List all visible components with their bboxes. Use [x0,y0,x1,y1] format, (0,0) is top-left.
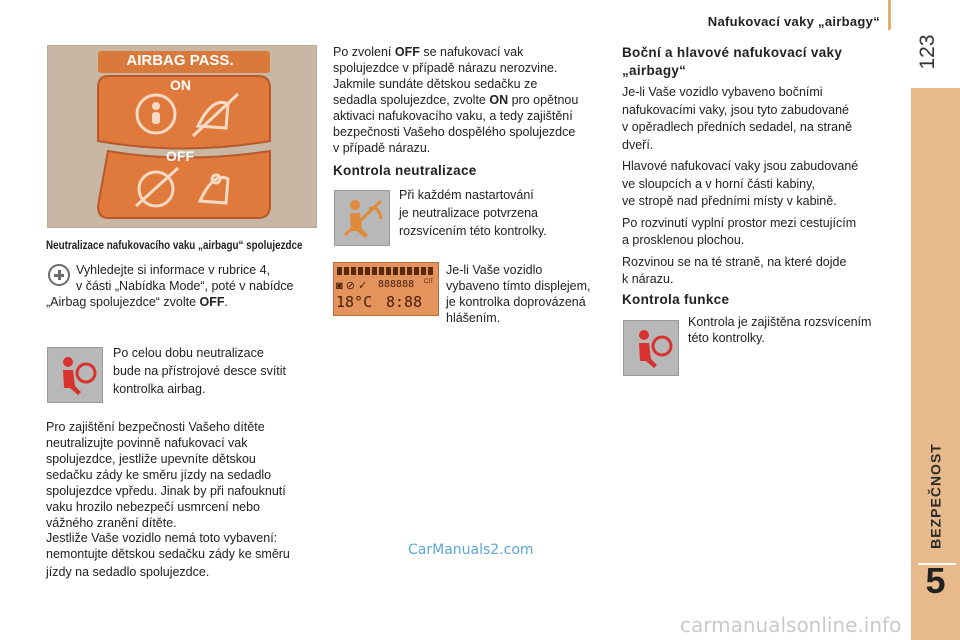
display-text [446,262,611,326]
paragraph-line: vybaveno tímto displejem, [446,279,591,293]
info-line3-suffix: . [224,295,229,309]
warning-line: bude na přístrojové desce svítit [113,364,287,378]
paragraph-line: spolujezdce v případě nárazu nerozvine. [333,61,558,75]
paragraph-line: ve stropě nad předními místy v kabině. [622,194,837,208]
paragraph-line: vážného zranění dítěte. [46,516,177,530]
heading-line: Boční a hlavové nafukovací vaky [622,45,843,60]
paragraph-line: Pro zajištění bezpečnosti Vašeho dítěte [46,420,265,434]
text-span: se nafukovací vak [419,45,524,59]
header-divider [888,0,891,30]
neutralization-heading: Kontrola neutralizace [333,163,477,178]
paragraph-line: jízdy na sedadlo spolujezdce. [46,565,210,579]
paragraph-line: Jestliže Vaše vozidlo nemá toto vybavení: [46,531,278,545]
paragraph-line: spolujezdce vpředu. Jinak by při nafouknutí [46,484,286,498]
info-line: v části „Nabídka Mode“, poté v nabídce [76,279,294,293]
section-label: BEZPEČNOST [927,443,944,549]
paragraph-line: neutralizujte povinně nafukovací vak [46,436,248,450]
page-number: 123 [916,34,939,70]
text-span: pro opětnou [508,93,579,107]
info-plus-icon [48,264,70,286]
off-keyword: OFF [394,45,420,59]
paragraph-line: Je-li Vaše vozidlo [446,263,543,277]
watermark-carmanuals2: CarManuals2.com [408,542,534,558]
off-keyword: OFF [199,295,225,309]
paragraph-line: Při každém nastartování [399,188,534,202]
display-segment-bar [337,267,435,275]
function-check-heading: Kontrola funkce [622,292,730,307]
paragraph-line: aktivaci nafukovacího vaku, a tedy zajištění [333,109,573,123]
paragraph-line: Rozvinou se na té straně, na které dojde [622,254,847,269]
watermark-carmanualsonline: carmanualsonline.info [680,613,902,637]
on-selection-paragraph [333,76,608,156]
display-temperature: 18°C [336,293,373,311]
paragraph-line: k nárazu. [622,272,674,286]
paragraph-line: hlášením. [446,311,501,325]
side-airbags-text [622,84,907,289]
on-keyword: ON [489,93,509,107]
paragraph-line: Hlavové nafukovací vaky jsou zabudované [622,159,859,173]
paragraph-line: je kontrolka doprovázená [446,295,586,309]
paragraph-line: nafukovacími vaky, jsou tyto zabudované [622,102,849,117]
paragraph-line: dveří. [622,137,654,152]
off-selection-paragraph [333,44,608,76]
airbag-pass-label: AIRBAG PASS. [126,52,234,69]
airbag-panel-illustration [48,46,316,227]
function-check-lamp [623,320,679,376]
figure-caption: Neutralizace nafukovacího vaku „airbagu“ spolujezdce [46,238,303,252]
display-clock: 8:88 [386,293,423,311]
off-label: OFF [166,148,194,164]
warning-line: kontrolka airbag. [113,382,206,396]
paragraph-line: Je-li Vaše vozidlo vybaveno bočními [622,85,823,99]
airbag-warning-lamp [47,347,103,403]
info-text [76,262,326,294]
side-airbags-heading [622,44,902,80]
chapter-number: 5 [925,560,946,601]
no-equipment-paragraph [46,530,331,580]
airbag-off-icon [335,191,389,245]
function-check-text [688,314,898,346]
warning-line: Po celou dobu neutralizace [113,346,264,360]
paragraph-line: ve sloupcích a v horní části kabiny, [622,176,815,191]
paragraph-line: této kontrolky. [688,331,765,345]
neutralization-text [399,186,609,240]
on-label: ON [170,77,191,93]
child-seat-paragraph [46,419,331,531]
paragraph-line: je neutralizace potvrzena [399,206,538,220]
paragraph-line: vaku hrozilo nebezpečí usmrcení nebo [46,500,261,514]
airbag-fault-icon [624,321,678,375]
paragraph-line: sedačku zády ke směru jízdy na sedadlo [46,468,272,482]
paragraph-line: rozsvícením této kontrolky. [399,224,547,238]
display-icons: ◙ ⊘ ✓ [336,280,368,292]
paragraph-line [333,44,608,60]
paragraph-line: bezpečnosti Vašeho dospělého spolujezdce [333,125,576,139]
airbag-warning-icon [48,348,102,402]
info-line3-prefix: „Airbag spolujezdce“ zvolte [46,295,200,309]
paragraph-line: Po rozvinutí vyplní prostor mezi cestujícím [622,215,857,230]
neutralization-lamp [334,190,390,246]
paragraph-line: Kontrola je zajištěna rozsvícením [688,315,872,329]
paragraph-line: v případě nárazu. [333,141,431,155]
paragraph-line: spolujezdce, jestliže upevníte dětskou [46,452,256,466]
page-header-title: Nafukovací vaky „airbagy“ [707,14,880,29]
heading-line: „airbagy“ [622,63,687,78]
paragraph-line: a prosklenou plochou. [622,233,745,247]
paragraph-line: nemontujte dětskou sedačku zády ke směru [46,547,290,561]
display-brand: CIT [424,279,434,285]
display-digits: 888888 [378,279,415,290]
paragraph-line [333,92,608,108]
paragraph-line: Jakmile sundáte dětskou sedačku ze [333,77,538,91]
text-span: Po zvolení [333,45,395,59]
airbag-panel-figure [47,45,317,228]
text-span: sedadla spolujezdce, zvolte [333,93,490,107]
warning-text [113,344,323,398]
multifunction-display [333,262,439,316]
paragraph-line: v opěradlech předních sedadel, na straně [622,120,853,134]
info-text-line3 [46,294,326,310]
info-line: Vyhledejte si informace v rubrice 4, [76,263,271,277]
